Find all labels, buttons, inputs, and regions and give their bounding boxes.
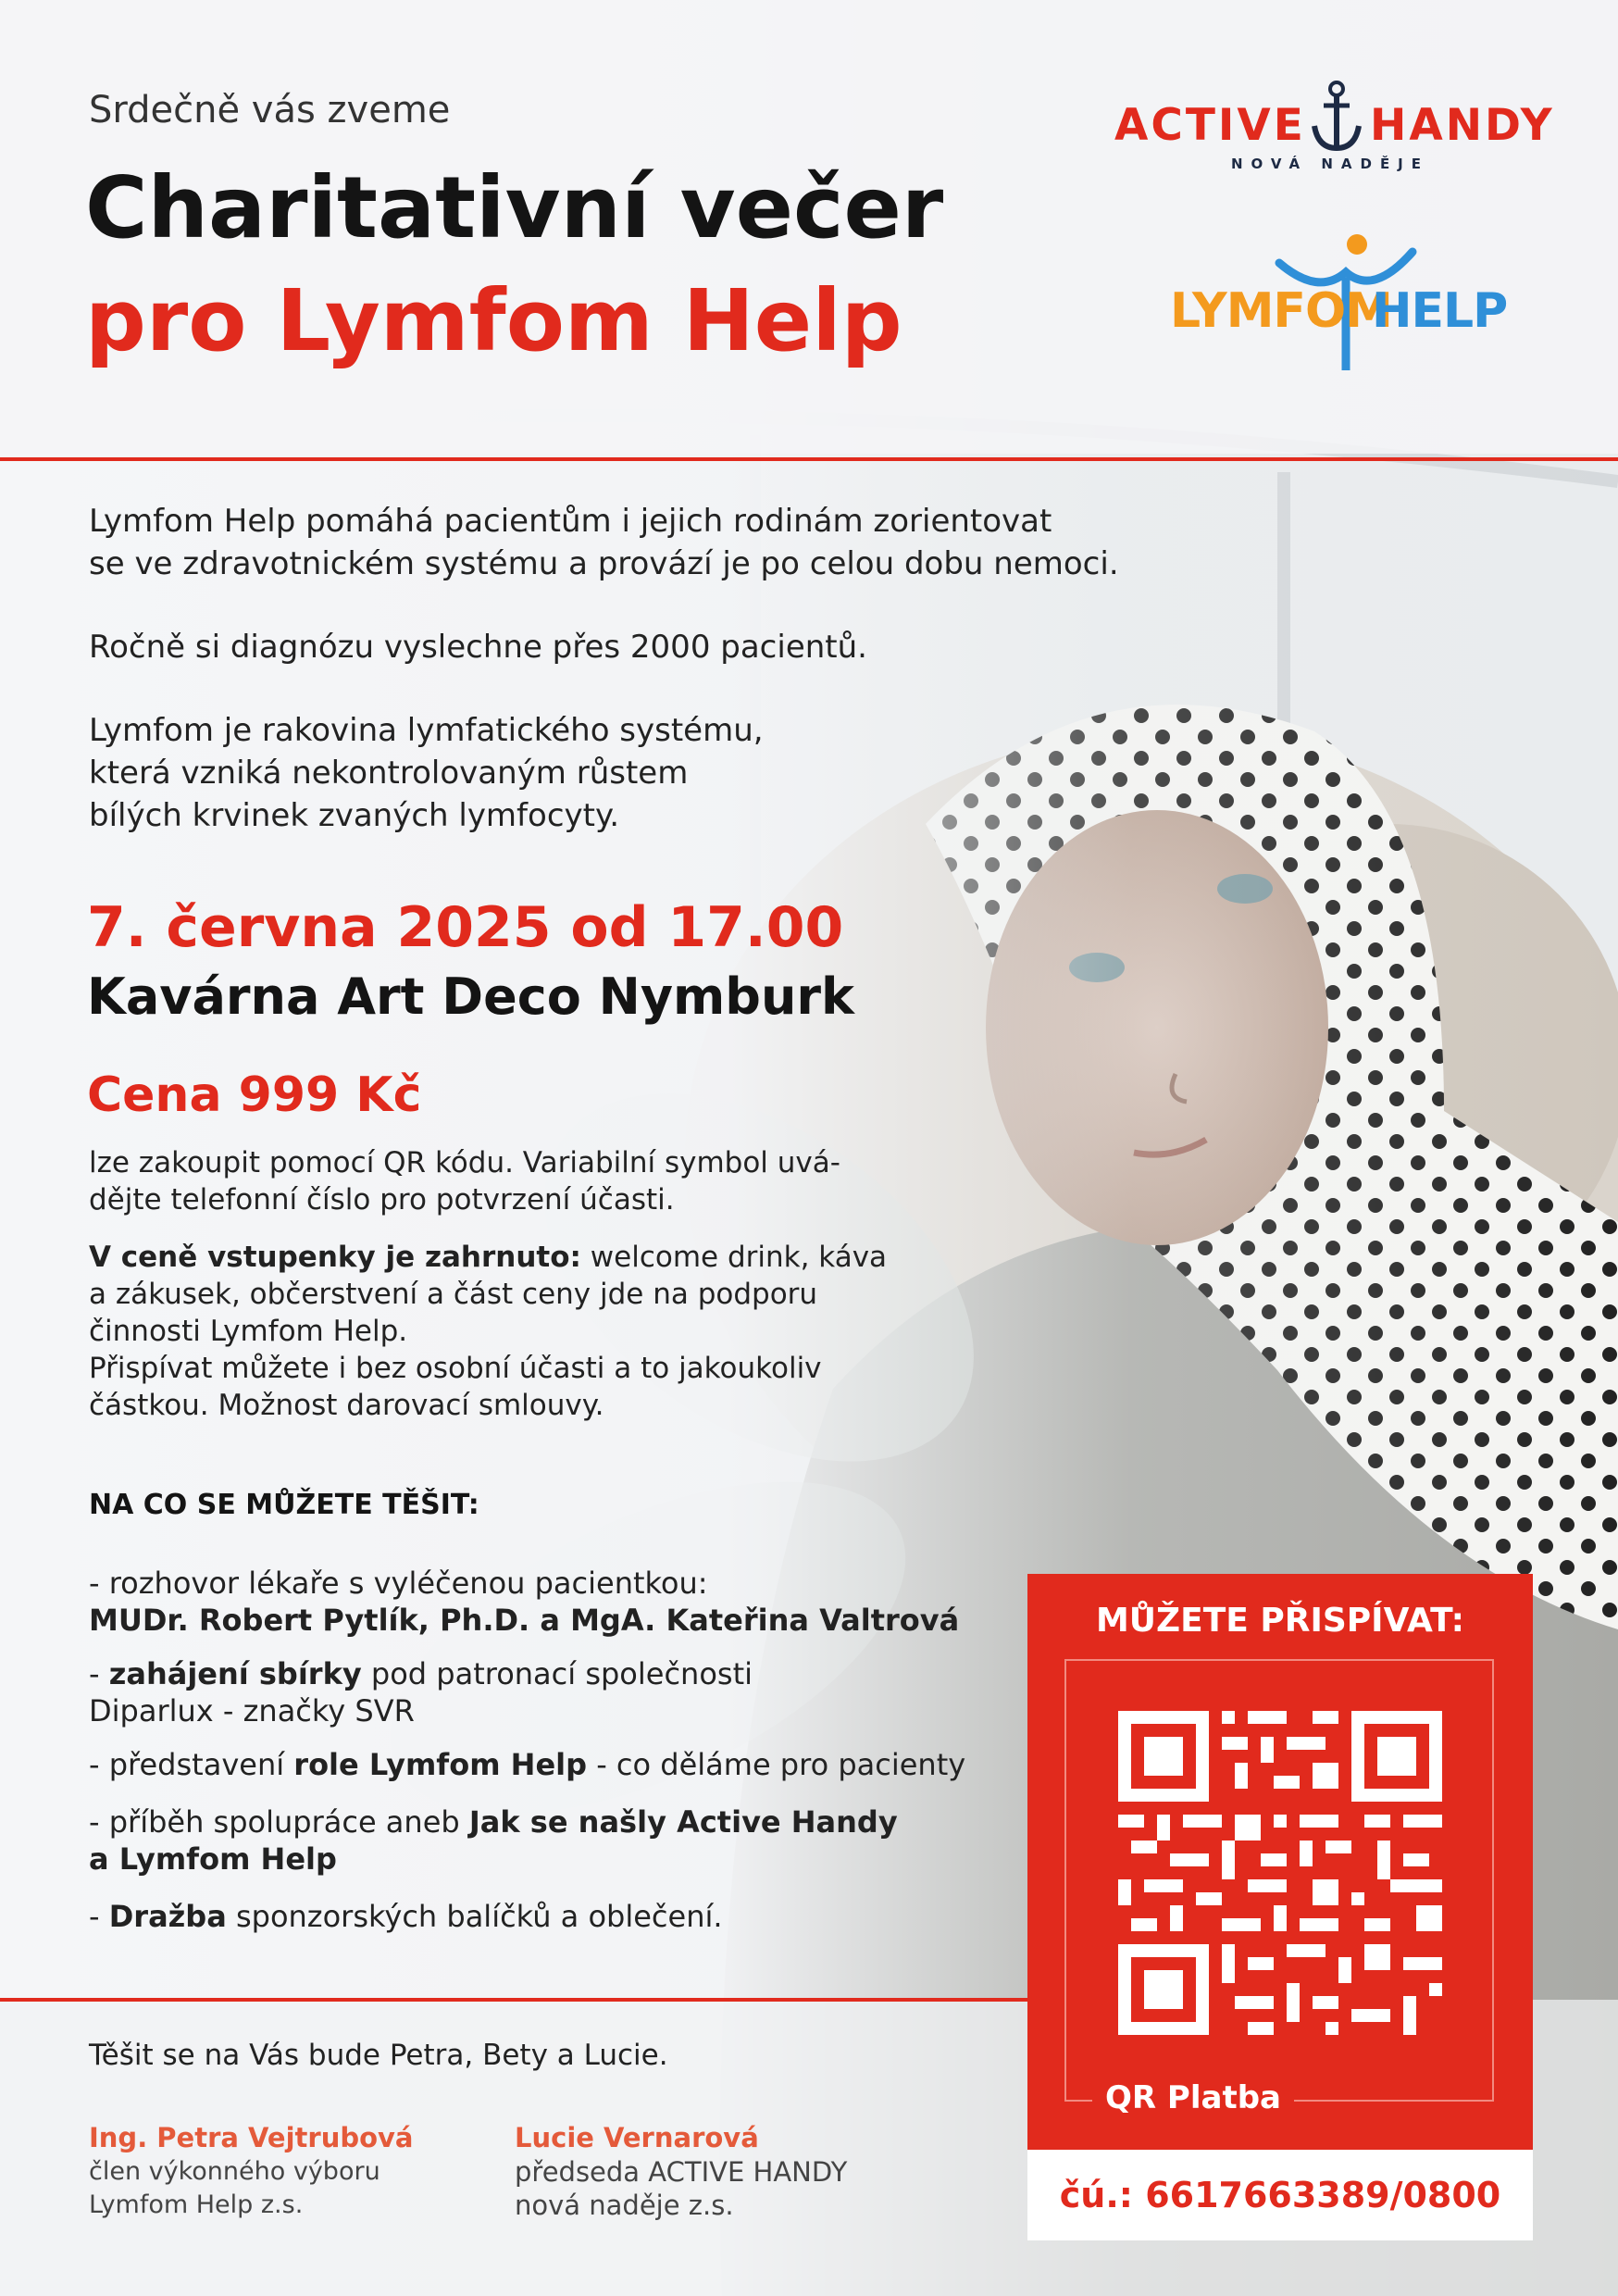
- account-number: čú.: 6617663389/0800: [1059, 2175, 1501, 2215]
- intro-text: Lymfom Help pomáhá pacientům i jejich rodinám zorientovat: [89, 503, 1052, 540]
- price-note: lze zakoupit pomocí QR kódu. Variabilní symbol uvá- dějte telefonní číslo pro potvrzení účasti. V ceně vstupenky je zahrnuto: welcome drink, káva a zákusek, občerstvení a část ceny jde na podporu činnosti Lymfom Help. Přispívat můžete i bez osobní účasti a to jakoukoliv částkou. Možnost darovací smlouvy.: [89, 1146, 888, 1422]
- included-label: V ceně vstupenky je zahrnuto:: [89, 1241, 581, 1274]
- qr-label: QR Platba: [1092, 2079, 1294, 2116]
- intro-text: která vzniká nekontrolovaným růstem: [89, 755, 689, 792]
- list-item: - rozhovor lékaře s vyléčenou pacientkou:: [89, 1566, 708, 1601]
- active-handy-logo: ACTIVE HANDY NOVÁ NADĚJE: [1111, 100, 1555, 174]
- account-box: [1027, 2150, 1533, 2240]
- donate-panel: [1027, 1574, 1533, 2240]
- top-divider: [0, 457, 1618, 461]
- anchor-icon: [1309, 80, 1364, 154]
- program-list: - rozhovor lékaře s vyléčenou pacientkou: MUDr. Robert Pytlík, Ph.D. a MgA. Kateřina Valtrová - zahájení sbírky pod patronací společnosti Diparlux - značky SVR - představení role Lymfom Help - co děláme pro pacienty - příběh spolupráce aneb Jak se našly Active Handy a Lymfom Help - Dražba sponzorských balíčků a oblečení.: [89, 1565, 1024, 1935]
- intro-text: bílých krvinek zvaných lymfocyty.: [89, 797, 620, 834]
- intro-section: [89, 500, 1292, 837]
- donate-heading: MŮŽETE PŘISPÍVAT:: [1095, 1602, 1465, 1640]
- qr-code-icon[interactable]: [1118, 1711, 1442, 2035]
- list-item: - Dražba sponzorských balíčků a oblečení.: [89, 1899, 723, 1934]
- bottom-divider: [0, 1998, 1027, 2002]
- intro-text: Ročně si diagnózu vyslechne přes 2000 pacientů.: [89, 629, 867, 666]
- signature-person2: Lucie Vernarová předseda ACTIVE HANDY nová naděje z.s.: [515, 2122, 848, 2221]
- page-subtitle: pro Lymfom Help: [85, 271, 902, 370]
- list-item: - představení role Lymfom Help - co děláme pro pacienty: [89, 1747, 966, 1782]
- list-item: - příběh spolupráce aneb Jak se našly Active Handy: [89, 1804, 898, 1840]
- page-title: Charitativní večer: [85, 158, 944, 257]
- event-venue: Kavárna Art Deco Nymburk: [87, 967, 854, 1026]
- active-handy-tagline: NOVÁ NADĚJE: [1231, 156, 1430, 172]
- event-date: 7. června 2025 od 17.00: [87, 895, 844, 960]
- list-item: - zahájení sbírky pod patronací společnosti: [89, 1656, 753, 1691]
- intro-text: Lymfom je rakovina lymfatického systému,: [89, 712, 764, 749]
- lymfom-help-logo: LYMFOM HELP: [1170, 231, 1503, 380]
- invite-text: Srdečně vás zveme: [89, 89, 451, 131]
- signature-person1: Ing. Petra Vejtrubová člen výkonného výboru Lymfom Help z.s.: [89, 2122, 414, 2219]
- intro-text: se ve zdravotnickém systému a provází je po celou dobu nemoci.: [89, 545, 1119, 582]
- event-price: Cena 999 Kč: [87, 1067, 422, 1123]
- footer-greeting: Těšit se na Vás bude Petra, Bety a Lucie.: [89, 2039, 668, 2072]
- program-heading: NA CO SE MŮŽETE TĚŠIT:: [89, 1489, 479, 1521]
